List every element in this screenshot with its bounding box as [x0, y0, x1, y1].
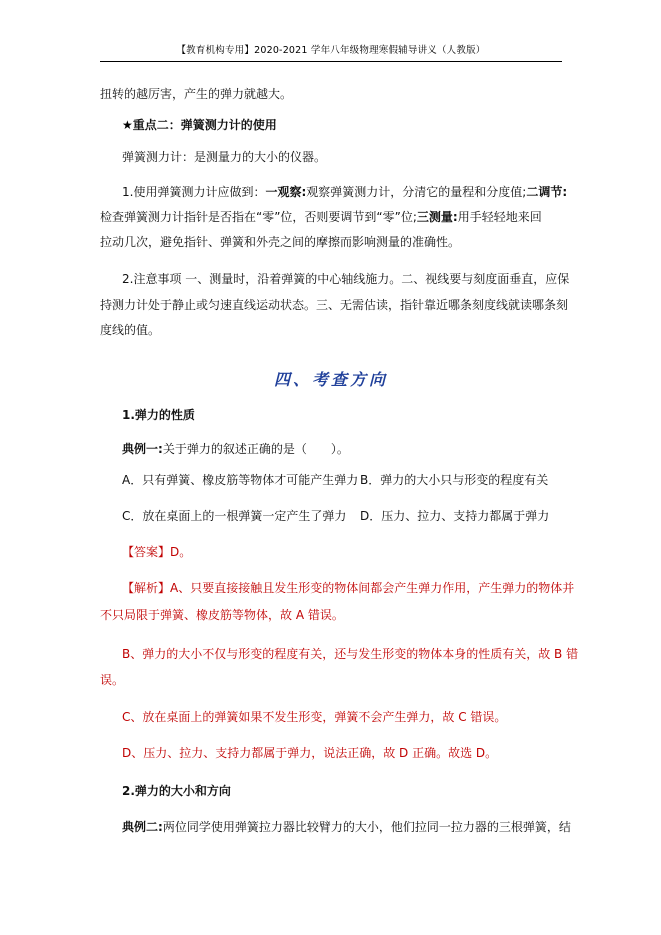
usage-line-3: 拉动几次，避免指针、弹簧和外壳之间的摩擦而影响测量的准确性。	[100, 235, 461, 249]
usage-line-1	[122, 184, 568, 200]
option-a: A．只有弹簧、橡皮筋等物体才可能产生弹力	[122, 473, 359, 487]
option-d: D．压力、拉力、支持力都属于弹力	[360, 509, 550, 523]
analysis-line-6: D、压力、拉力、支持力都属于弹力，说法正确，故 D 正确。故选 D。	[122, 746, 498, 760]
notes-line-1: 2.注意事项 一、测量时，沿着弹簧的中心轴线施力。二、视线要与刻度面垂直，应保	[122, 272, 570, 286]
example2-line	[122, 819, 571, 835]
usage-step1-label: 一观察:	[265, 185, 307, 199]
analysis-line-2: 不只局限于弹簧、橡皮筋等物体，故 A 错误。	[100, 608, 344, 622]
usage-step3-text: 用手轻轻地来回	[457, 210, 542, 224]
example2-text: 两位同学使用弹簧拉力器比较臂力的大小，他们拉同一拉力器的三根弹簧，结	[162, 820, 571, 834]
analysis-line-5: C、放在桌面上的弹簧如果不发生形变，弹簧不会产生弹力，故 C 错误。	[122, 710, 507, 724]
usage-step2-text: 检查弹簧测力计指针是否指在“零”位，否则要调节到“零”位;	[100, 210, 417, 224]
notes-line-2: 持测力计处于静止或匀速直线运动状态。三、无需估读，指针靠近哪条刻度线就读哪条刻	[100, 298, 569, 312]
example2-label: 典例二:	[122, 820, 163, 834]
example1-label: 典例一:	[122, 442, 163, 456]
example1-question-line	[122, 441, 562, 457]
option-b: B．弹力的大小只与形变的程度有关	[360, 473, 549, 487]
example1-question: 关于弹力的叙述正确的是（ ）。	[162, 442, 349, 456]
topic2-title: 2.弹力的大小和方向	[122, 784, 231, 798]
key-point-title: 重点二：弹簧测力计的使用	[132, 118, 277, 132]
topic1-title: 1.弹力的性质	[122, 408, 195, 422]
option-c: C．放在桌面上的一根弹簧一定产生了弹力	[122, 509, 347, 523]
key-point-definition: 弹簧测力计：是测量力的大小的仪器。	[122, 150, 327, 164]
star-icon: ★	[122, 118, 133, 132]
analysis-line-1: 【解析】A、只要直接接触且发生形变的物体间都会产生弹力作用，产生弹力的物体并	[122, 581, 575, 595]
intro-continuation: 扭转的越厉害，产生的弹力就越大。	[100, 87, 293, 101]
notes-line-3: 度线的值。	[100, 323, 161, 337]
usage-step2-label: 二调节:	[526, 185, 568, 199]
usage-step1-text: 观察弹簧测力计，分清它的量程和分度值;	[306, 185, 527, 199]
section-title: 四、考查方向	[273, 370, 388, 389]
header-rule	[100, 61, 562, 62]
example1-answer: 【答案】D。	[122, 545, 192, 559]
page-header: 【教育机构专用】2020-2021 学年八年级物理寒假辅导讲义（人教版）	[176, 45, 486, 56]
analysis-line-4: 误。	[100, 673, 125, 687]
usage-lead: 使用弹簧测力计应做到：	[133, 185, 266, 199]
analysis-line-3: B、弹力的大小不仅与形变的程度有关，还与发生形变的物体本身的性质有关，故 B 错	[122, 647, 579, 661]
key-point-heading	[122, 117, 562, 133]
usage-line-2	[100, 209, 562, 225]
usage-step3-label: 三测量:	[416, 210, 458, 224]
usage-number: 1.	[122, 185, 134, 199]
